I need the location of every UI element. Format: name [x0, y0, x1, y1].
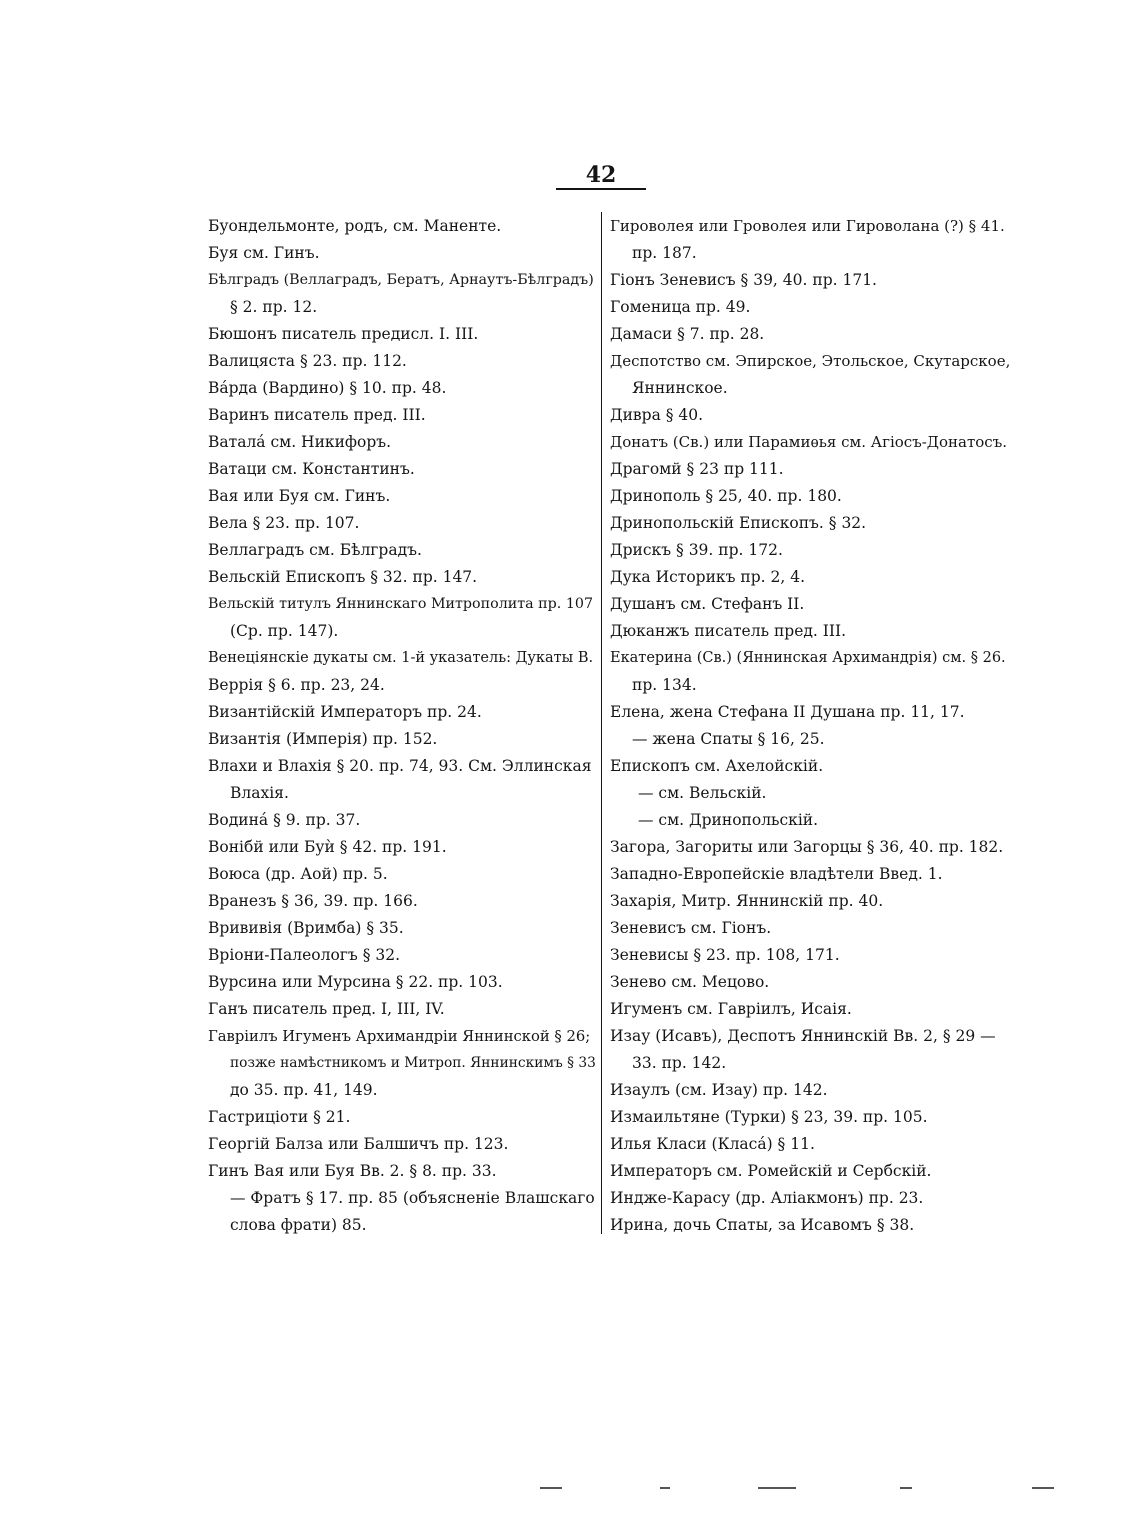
column-divider	[601, 212, 602, 1234]
index-entry-line: Донатъ (Св.) или Парамиѳья см. Агіосъ-Донатосъ.	[610, 433, 1008, 451]
index-entry-line: Вріони-Палеологъ § 32.	[208, 946, 401, 964]
index-entry-line: Екатерина (Св.) (Яннинская Архимандрія) см. § 26.	[610, 650, 1006, 666]
index-entry-line: Вурсина или Мурсина § 22. пр. 103.	[208, 973, 503, 991]
index-entry-line: Вельскій Епископъ § 32. пр. 147.	[208, 568, 478, 586]
index-entry-line: Деспотство см. Эпирское, Этольское, Скутарское,	[610, 352, 1011, 370]
index-entry-line: Индже-Карасу (др. Аліакмонъ) пр. 23.	[610, 1189, 924, 1207]
index-entry-line: — Фратъ § 17. пр. 85 (объясненіе Влашскаго	[230, 1189, 595, 1207]
index-entry-line: Георгій Балза или Балшичъ пр. 123.	[208, 1135, 509, 1153]
index-entry-line: Загора, Загориты или Загорцы § 36, 40. пр. 182.	[610, 838, 1004, 856]
right-column	[610, 213, 1010, 1239]
index-entry-line: Дука Историкъ пр. 2, 4.	[610, 568, 806, 586]
index-entry-line: Ганъ писатель пред. I, III, IV.	[208, 1000, 445, 1018]
index-entry-line: Ватала́ см. Никифоръ.	[208, 433, 392, 451]
index-entry-line: Гинъ Вая или Буя Вв. 2. § 8. пр. 33.	[208, 1162, 497, 1180]
index-entry-line: Вельскій титулъ Яннинскаго Митрополита пр. 107	[208, 596, 594, 612]
index-entry-line: Илья Класи (Класа́) § 11.	[610, 1135, 815, 1153]
index-entry-line: Буондельмонте, родъ, см. Маненте.	[208, 217, 502, 235]
index-entry-line: Зеневисы § 23. пр. 108, 171.	[610, 946, 840, 964]
index-entry-line: Византія (Имперія) пр. 152.	[208, 730, 438, 748]
index-entry-line: Драгомй § 23 пр 111.	[610, 460, 784, 478]
index-entry-line: Дюканжъ писатель пред. III.	[610, 622, 847, 640]
index-entry-line: до 35. пр. 41, 149.	[230, 1081, 378, 1099]
index-entry-line: Дивра § 40.	[610, 406, 704, 424]
index-entry-line: Гироволея или Гроволея или Гироволана (?) § 41.	[610, 217, 1005, 235]
index-entry-line: Варинъ писатель пред. III.	[208, 406, 426, 424]
index-entry-line: Бюшонъ писатель предисл. I. III.	[208, 325, 479, 343]
index-entry-line: § 2. пр. 12.	[230, 298, 318, 316]
index-entry-line: Гавріилъ Игуменъ Архимандріи Яннинской § 26;	[208, 1028, 591, 1045]
index-entry-line: Захарія, Митр. Яннинскій пр. 40.	[610, 892, 884, 910]
index-entry-line: Гоменица пр. 49.	[610, 298, 751, 316]
index-entry-line: Ватаци см. Константинъ.	[208, 460, 415, 478]
index-entry-line: Ирина, дочь Спаты, за Исавомъ § 38.	[610, 1216, 915, 1234]
index-entry-line: Врививія (Вримба) § 35.	[208, 919, 404, 937]
page-number-rule	[556, 188, 646, 190]
index-entry-line: Дамаси § 7. пр. 28.	[610, 325, 765, 343]
index-entry-line: Византійскій Императоръ пр. 24.	[208, 703, 482, 721]
index-entry-line: Изаулъ (см. Изау) пр. 142.	[610, 1081, 828, 1099]
index-entry-line: слова фрати) 85.	[230, 1216, 367, 1234]
index-entry-line: Душанъ см. Стефанъ II.	[610, 595, 805, 613]
index-entry-line: Вонібй или Буѝ § 42. пр. 191.	[208, 838, 447, 856]
index-entry-line: Измаильтяне (Турки) § 23, 39. пр. 105.	[610, 1108, 928, 1126]
bottom-mark	[540, 1487, 562, 1489]
index-entry-line: Венеціянскіе дукаты см. 1-й указатель: Дукаты В.	[208, 650, 594, 666]
index-entry-line: Веллаградъ см. Бѣлградъ.	[208, 541, 422, 559]
index-entry-line: Изау (Исавъ), Деспотъ Яннинскій Вв. 2, § 29 —	[610, 1027, 996, 1045]
index-entry-line: Влахія.	[230, 784, 289, 802]
index-entry-line: позже намѣстникомъ и Митроп. Яннинскимъ § 33	[230, 1055, 596, 1071]
index-entry-line: Вела § 23. пр. 107.	[208, 514, 360, 532]
index-entry-line: Дринополь § 25, 40. пр. 180.	[610, 487, 842, 505]
index-entry-line: Водина́ § 9. пр. 37.	[208, 811, 361, 829]
bottom-mark	[758, 1487, 796, 1489]
index-entry-line: Гіонъ Зеневисъ § 39, 40. пр. 171.	[610, 271, 877, 289]
index-entry-line: Буя см. Гинъ.	[208, 244, 320, 262]
page-number: 42	[585, 162, 617, 188]
index-entry-line: Дринопольскій Епископъ. § 32.	[610, 514, 867, 532]
index-entry-line: Яннинское.	[632, 379, 728, 397]
left-column	[208, 213, 596, 1239]
index-entry-line: Дрискъ § 39. пр. 172.	[610, 541, 783, 559]
index-entry-line: Вая или Буя см. Гинъ.	[208, 487, 391, 505]
index-entry-line: — см. Вельскій.	[638, 784, 767, 802]
index-entry-line: — жена Спаты § 16, 25.	[632, 730, 825, 748]
index-entry-line: Воюса (др. Аой) пр. 5.	[208, 865, 388, 883]
index-entry-line: (Ср. пр. 147).	[230, 622, 339, 640]
index-entry-line: Западно-Европейскіе владѣтели Введ. 1.	[610, 865, 943, 883]
index-entry-line: пр. 187.	[632, 244, 697, 262]
index-entry-line: Епископъ см. Ахелойскій.	[610, 757, 824, 775]
index-entry-line: Императоръ см. Ромейскій и Сербскій.	[610, 1162, 932, 1180]
bottom-mark	[660, 1487, 670, 1489]
index-entry-line: Веррія § 6. пр. 23, 24.	[208, 676, 385, 694]
index-entry-line: пр. 134.	[632, 676, 697, 694]
index-entry-line: Влахи и Влахія § 20. пр. 74, 93. См. Эллинская	[208, 757, 592, 775]
index-entry-line: Бѣлградъ (Веллаградъ, Бератъ, Арнаутъ-Бѣлградъ)	[208, 272, 594, 288]
bottom-mark	[1032, 1487, 1054, 1489]
index-entry-line: — см. Дринопольскій.	[638, 811, 819, 829]
index-entry-line: Ва́рда (Вардино) § 10. пр. 48.	[208, 379, 447, 397]
index-entry-line: Вранезъ § 36, 39. пр. 166.	[208, 892, 418, 910]
index-entry-line: Валицяста § 23. пр. 112.	[208, 352, 407, 370]
index-entry-line: Игуменъ см. Гавріилъ, Исаія.	[610, 1000, 852, 1018]
index-entry-line: Зеневисъ см. Гіонъ.	[610, 919, 772, 937]
bottom-mark	[900, 1487, 912, 1489]
index-entry-line: 33. пр. 142.	[632, 1054, 727, 1072]
index-entry-line: Гастриціоти § 21.	[208, 1108, 351, 1126]
index-entry-line: Зенево см. Мецово.	[610, 973, 770, 991]
index-entry-line: Елена, жена Стефана II Душана пр. 11, 17.	[610, 703, 965, 721]
